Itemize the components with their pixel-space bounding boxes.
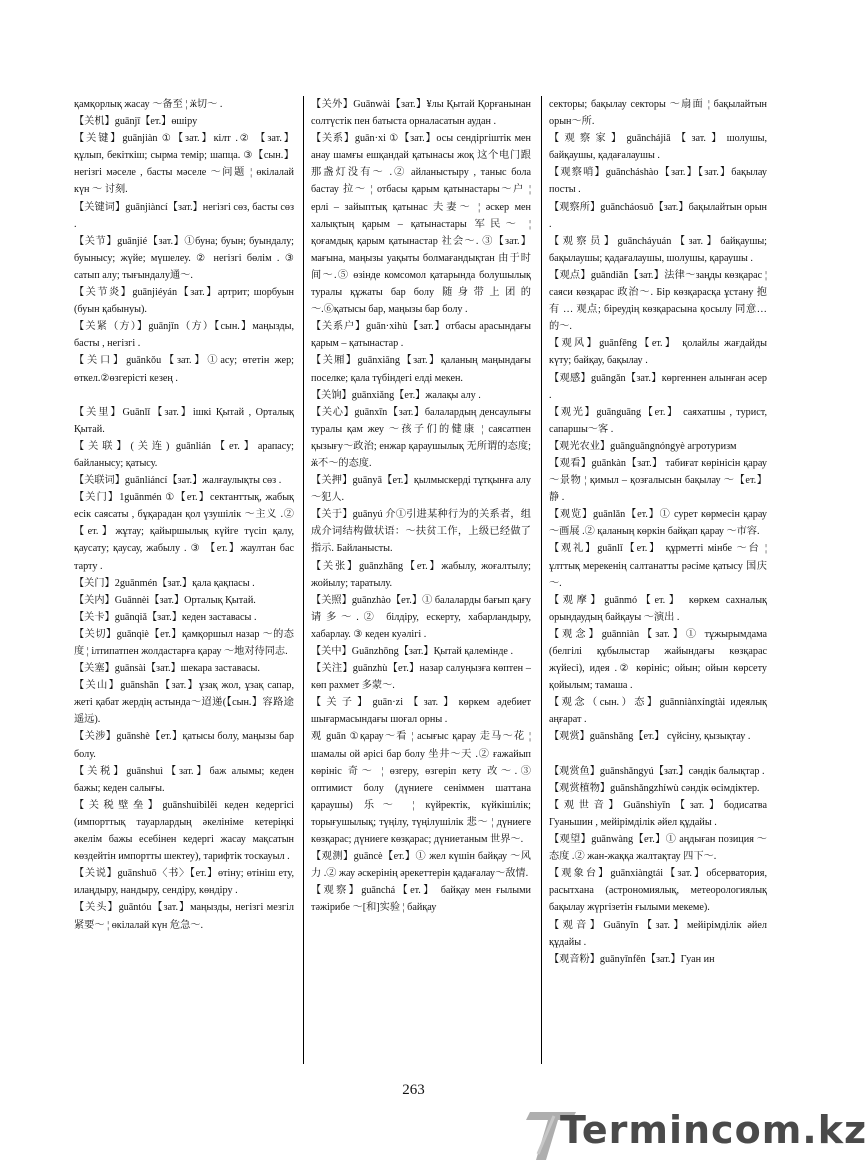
dictionary-entry: секторы; бақылау секторы ～扇面 ¦ бақылайтын орын～所. [549,99,767,128]
dictionary-entry: 【观赏鱼】guānshǎngyú【зат.】сәндік балықтар . [549,765,765,777]
dictionary-entry: 【关照】guānzhào【ет.】① балаларды бағып қағу 请多～.② білдіру, ескерту, хабарландыру, хабарлау. ③ кеден куәлігі . [311,594,531,640]
dictionary-entry: 【观看】guānkàn【зат.】 табиғат көрінісін қарау ～景物 ¦ қимыл – қозғалысын бақылау ～【ет.】静 . [549,457,767,504]
dictionary-entry: 【观望】guānwàng【ет.】① аңдыған позиция ～态度 .② жан-жаққа жалтақтау 四下～. [549,834,767,863]
dictionary-entry: 【关饷】guānxiǎng【ет.】жалақы алу . [311,389,481,401]
dictionary-entry: 【观礼】guānlǐ【ет.】 құрметті мінбе ～台 ¦ ұлттық мерекенің салтанатты рәсіме қатысу 国庆～. [549,543,767,589]
dictionary-entry [74,387,294,404]
dictionary-entry: 【观点】guāndiǎn【зат.】法律～заңды көзқарас ¦ саяси көзқарас 政治～. Бір көзқарасқа ұстану 抱有 … 观点; біреудің көзқарасына қосылу 同意…的～. [549,269,767,333]
dictionary-entry: 【观察哨】guāncháshào【зат.】【зат.】бақылау посты . [549,167,767,196]
dictionary-entry: 【关联词】guānliáncí【зат.】жалғаулықты сөз . [74,475,282,487]
dictionary-entry: 【关押】guānyā【ет.】қылмыскерді тұтқынға алу ～犯人. [311,475,531,504]
termincom-logo[interactable] [520,1104,867,1164]
logo-wordmark: Termincom.kz [560,1108,867,1152]
dictionary-entry: 【关于】guānyú 介①引进某种行为的关系者，组成介词结构做状语：～扶贫工作，上级已经做了指示. Байланысты. [311,509,531,555]
dictionary-entry: 【关联】(关连) guānlián【ет.】арапасу; байланысу; қатысу. [74,440,294,469]
dictionary-entry: 【关节】guānjié【зат.】①буна; буын; буындалу; буынысу; жүйе; мүшелеу. ② негізгі бөлім . ③ сатып алу; тығындалу通～. [74,235,294,281]
dictionary-entry: 【观察员】guāncháyuán【зат.】байқаушы; бақылаушы; қадағалаушы, шолушы, қараушы . [549,235,767,264]
dictionary-entry: 【关口】guānkǒu【зат.】①асу; өтетін жер; өткел.②өзгерісті кезең . [74,355,294,384]
dictionary-entry: 【关厢】guānxiāng【зат.】қаланың маңындағы поселке; қала түбіндегі елді мекен. [311,355,531,384]
dictionary-entry: 【关塞】guānsài【зат.】шекара заставасы. [74,663,260,675]
dictionary-entry: 【观赏】guānshǎng【ет.】 сүйсіну, қызықтау . [549,731,751,743]
dictionary-entry: 【观览】guānlǎn【ет.】① сурет көрмесін қарау ～画展 .② қаланың көркін байқап қарау ～市容. [549,509,767,538]
page-number: 263 [402,1082,425,1098]
dictionary-entry: 【观世音】Guānshìyīn【зат.】бодисатва Гуаньшин , мейірімділік әйел құдайы . [549,799,767,828]
dictionary-entry: 观 guān ①қарау～看 ¦ асығыс қарау 走马～花 ¦ шамалы ой әрісі бар болу 坐井～天 .② ғажайып көрініс 奇～ ¦ өзгеру, өзгеріп кету 改～.③ оптимист болу (дүниеге сеніммен шаттана қараушы) 乐～ ¦ күйректік, күйкішілік; торығушылық; түңілу, түңілушілік 悲～ ¦ дүниеге көзқарас; дүниеге көзқарас; дүниетаным 世界～. [311,731,531,846]
dictionary-entry: 【观风】guānfēng【ет.】 қолайлы жағдайды күту; байқау, бақылау . [549,338,767,367]
dictionary-entry: 【关涉】guānshè【ет.】қатысы болу, маңызы бар болу. [74,731,294,760]
dictionary-entry: 【关注】guānzhù【ет.】назар салуңызға көптен – көп рахмет 多蒙～. [311,663,531,692]
dictionary-entry: 【观感】guāngǎn【зат.】көргеннен алынған әсер . [549,372,767,401]
dictionary-entry: 【关说】guānshuō〈书〉【ет.】өтіну; өтініш ету, илаңдыру, нандыру, сендіру, көндіру . [74,868,294,897]
dictionary-entry: 【关键词】guānjiàncí【зат.】негізгі сөз, басты сөз . [74,201,294,230]
dictionary-entry: 【观音粉】guānyīnfěn【зат.】Гуан ин [549,953,715,965]
dictionary-entry: 【关卡】guānqiǎ【зат.】кеден заставасы . [74,611,257,623]
dictionary-entry: 【观光农业】guānguāngnóngyè агротуризм [549,440,737,452]
dictionary-entry: 【观念（сын.）态】guānniànxíngtài идеялық аңғарат . [549,697,767,726]
dictionary-entry: 【观光】guānguāng【ет.】 саяхатшы , турист, сапаршы～客 . [549,406,767,435]
dictionary-entry: 【关切】guānqiè【ет.】қамқоршыл назар ～的态度 ¦ ілтипатпен жолдастарға қарау ～地对待同志. [74,628,294,657]
dictionary-entry: 【观察】guānchá【ет.】 байқау мен ғылыми тәжірибе ～[和]实验 ¦ байқау [311,885,531,914]
dictionary-entry: 【关里】Guānlǐ【зат.】ішкі Қытай , Орталық Қытай. [74,406,294,435]
dictionary-entry: 【观察家】guānchájiā【зат.】шолушы, байқаушы, қадағалаушы . [549,133,767,162]
dictionary-entry: 【关心】guānxīn【зат.】балалардың денсаулығы туралы қам жеу ～孩子们的健康 ¦ саясатпен қызығу～政治; енжар қараушылық 无所谓的态度; ӂ不～的态度. [311,406,531,469]
dictionary-column-2 [311,96,531,1064]
dictionary-entry: 【观象台】guānxiàngtái【зат.】обсерватория, расытхана (астрономиялық, метеорологиялық бақылау жүргізетін ғылыми мекеме). [549,868,767,914]
dictionary-entry: 【观念】guānniàn【зат.】① тұжырымдама (белгілі құбылыстар жайындағы көзқарас жүйесі), идея .② көрініс; ойын; ойын көрсету қойылым; тамаша . [549,628,767,692]
dictionary-entry: қамқорлық жасау ～备至 ¦ ӂ切～ . [74,99,223,110]
dictionary-column-3 [549,96,767,1064]
dictionary-entry: 【关门】2guānmén【зат.】қала қақпасы . [74,577,255,589]
dictionary-entry: 【关机】guānjī【ет.】өшіру [74,116,198,128]
dictionary-column-1 [74,96,294,1064]
dictionary-entry: 【关山】guānshān【зат.】ұзақ жол, ұзақ сапар, жеті қабат жердің астында～迢递(【сын.】容路途遥远). [74,680,294,726]
dictionary-entry: 【关中】Guānzhōng【зат.】Қытай қалемінде . [311,646,514,657]
column-divider [303,96,304,1064]
dictionary-entry: 【关税壁垒】guānshuìbìlěi кеден кедергісі (импорттық тауарлардың әкелініме кетеріңкі әкелім бажы есебінен кедергі жасау мақсатын көздейтін импортты шектеу), тарифтік тоскауыл . [74,799,294,863]
column-divider [541,96,542,1064]
dictionary-entry: 【关子】guān·zi【зат.】көркем әдебиет шығармасындағы шоғал орны . [311,697,531,726]
dictionary-entry: 【关紧（方）】guānjǐn（方）【сын.】маңызды, басты , негізгі . [74,321,294,350]
dictionary-entry: 【关税】guānshuì【зат.】баж алымы; кеден бажы; кеден салығы. [74,765,294,794]
dictionary-entry: 【关门】1guānmén ①【ет.】сектанттық, жабық есік саясаты , бұқарадан қол үзушілік ～主义 .② 【ет.】жұтау; қайыршылық күйге түсіп қалу, қаусату; қаусау, жабылу . ③ 【ет.】жаултан бас тарту . [74,492,294,572]
dictionary-entry: 【关键】guānjiàn ①【зат.】кілт .② 【зат.】құлып, бекіткіш; сырма темір; шапца. ③【сын.】 негізгі мәселе , басты мәселе ～问题 ¦ өкілалай күн ～ 讨刻. [74,133,294,196]
dictionary-entry: 【观测】guāncè【ет.】① жел күшін байқау ～风力 .② жау әскерінің әрекеттерін қадағалау～敌情. [311,851,531,880]
dictionary-entry: 【观摩】guānmó【ет.】 көркем сахналық орындаудың байқауы ～演出 . [549,594,767,623]
dictionary-entry [549,746,767,763]
dictionary-entry: 【关外】Guānwài【зат.】¥лы Қытай Қорғанынан солтүстік пен батыста орналасатын аудан . [311,99,531,128]
dictionary-entry: 【观音】Guānyīn【зат.】мейірімділік әйел құдайы . [549,919,767,948]
dictionary-entry: 【关张】guānzhāng【ет.】жабылу, жоғалтылу; жойылу; таратылу. [311,560,531,589]
dictionary-entry: 【关内】Guānnèi【зат.】Орталық Қытай. [74,594,256,606]
dictionary-entry: 【关系】guān·xi ①【зат.】осы сендіргіштік мен анау шамғы ешқандай қатынасы жоқ 这个电门跟那盏灯没有～ .② айланыстыру , таныс бола бастау 拉～ ¦ отбасы қарым қатынастары～户 ¦ ерлі – зайыптық қатынас 夫妻～ ¦ әскер мен халықтың қарым – қатынастары 军民～ ¦ қоғамдық қарым қатынастар 社会～. ③【зат.】мағына, маңызы уақыты болмағандықтан 由于时间～.⑤ өзінде комсомол қатарында болушылық туралы құжаты бар болу 随身带上团的～.⑥қатысы бар, маңызы бар болу . [311,133,531,316]
dictionary-entry: 【关节炎】guānjiéyán【зат.】артрит; шорбуын (буын қабынуы). [74,287,294,316]
dictionary-entry: 【关系户】guān·xihù【зат.】отбасы арасындағы қарым – қатынастар . [311,321,531,350]
dictionary-entry: 【关头】guāntóu【зат.】маңызды, негізгі мезгіл 紧要～ ¦ өкілалай күн 危急～. [74,902,294,931]
dictionary-entry: 【观赏植物】guānshǎngzhíwù сәндік өсімдіктер. [549,782,760,794]
dictionary-entry: 【观察所】guāncháosuǒ【зат.】бақылайтын орын . [549,201,767,230]
